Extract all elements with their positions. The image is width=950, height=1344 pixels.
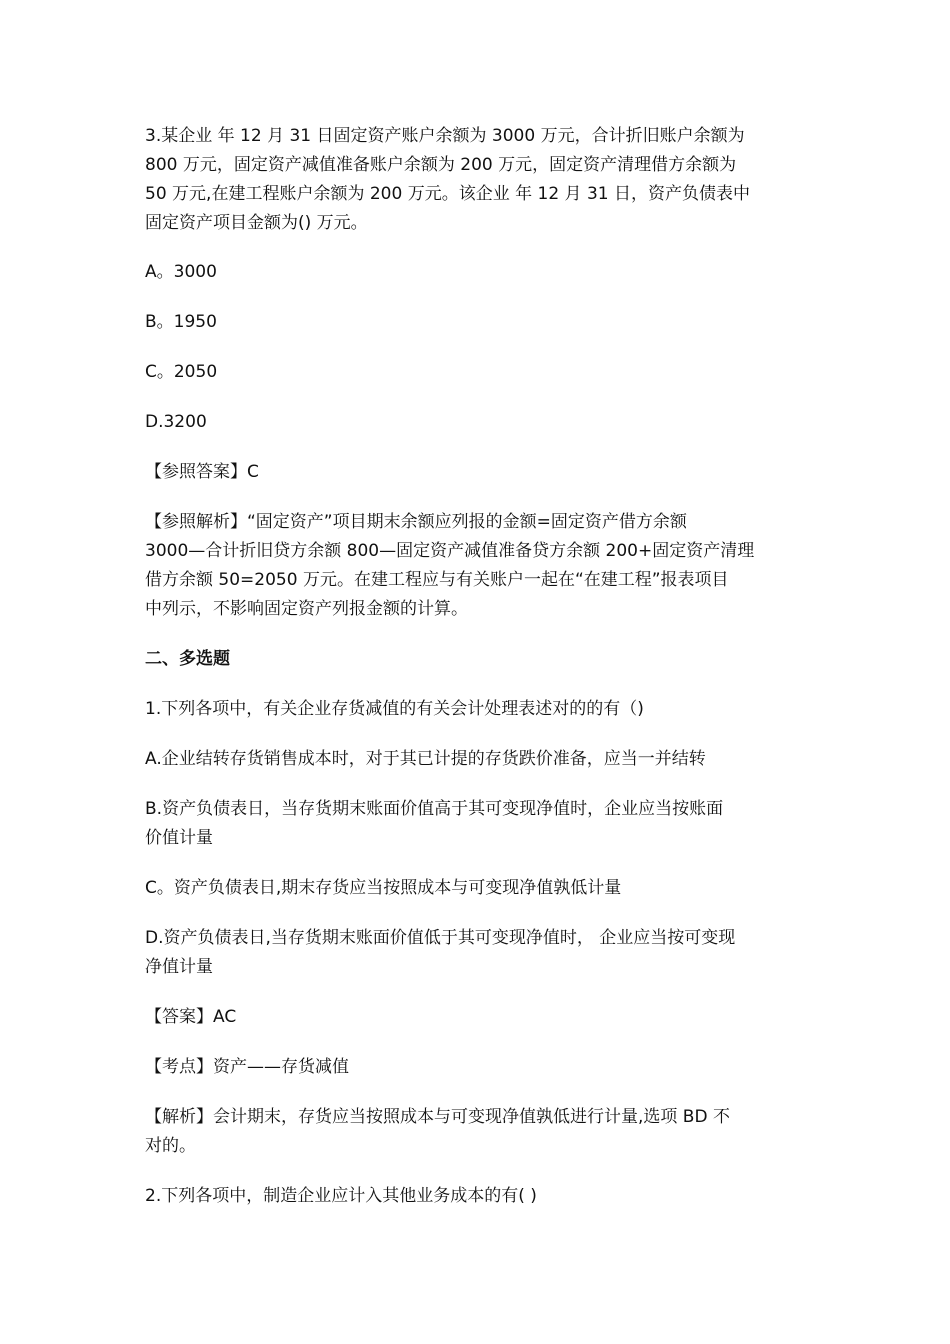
multi-question-2-stem: 2.下列各项中，制造企业应计入其他业务成本的有( ) bbox=[145, 1186, 537, 1206]
multi-question-1-option-d-line: 净值计量 bbox=[145, 957, 213, 977]
multi-question-1-stem: 1.下列各项中，有关企业存货减值的有关会计处理表述对的的有（) bbox=[145, 699, 644, 719]
multi-question-1-option-b bbox=[145, 795, 805, 853]
multi-question-1-analysis bbox=[145, 1103, 805, 1161]
question-3-analysis bbox=[145, 508, 805, 624]
question-3-answer: 【参照答案】C bbox=[145, 462, 259, 482]
multi-question-1-option-c: C。资产负债表日,期末存货应当按照成本与可变现净值孰低计量 bbox=[145, 878, 622, 898]
multi-question-1-option-d bbox=[145, 924, 805, 982]
multi-question-1-option-d-line: D.资产负债表日,当存货期末账面价值低于其可变现净值时， 企业应当按可变现 bbox=[145, 928, 736, 948]
question-3-stem-line: 3.某企业 年 12 月 31 日固定资产账户余额为 3000 万元，合计折旧账户余额为 bbox=[145, 126, 745, 146]
multi-question-1-analysis-line: 【解析】会计期末，存货应当按照成本与可变现净值孰低进行计量,选项 BD 不 bbox=[145, 1107, 730, 1127]
multi-question-1-option-b-line: B.资产负债表日，当存货期末账面价值高于其可变现净值时，企业应当按账面 bbox=[145, 799, 724, 819]
multi-question-1-point: 【考点】资产——存货减值 bbox=[145, 1057, 349, 1077]
question-3-stem bbox=[145, 122, 805, 238]
question-3-option-d: D.3200 bbox=[145, 412, 207, 432]
question-3-stem-line: 固定资产项目金额为() 万元。 bbox=[145, 213, 368, 233]
question-3-stem-line: 800 万元，固定资产减值准备账户余额为 200 万元，固定资产清理借方余额为 bbox=[145, 155, 737, 175]
multi-question-1-option-b-line: 价值计量 bbox=[145, 828, 213, 848]
multi-question-1-option-a: A.企业结转存货销售成本时，对于其已计提的存货跌价准备，应当一并结转 bbox=[145, 749, 706, 769]
multi-question-1-analysis-line: 对的。 bbox=[145, 1136, 196, 1156]
question-3-analysis-line: 3000—合计折旧贷方余额 800—固定资产减值准备贷方余额 200+固定资产清理 bbox=[145, 541, 755, 561]
question-3-option-a: A。3000 bbox=[145, 262, 217, 282]
question-3-option-c: C。2050 bbox=[145, 362, 218, 382]
question-3-analysis-line: 【参照解析】“固定资产”项目期末余额应列报的金额=固定资产借方余额 bbox=[145, 512, 687, 532]
question-3-option-b: B。1950 bbox=[145, 312, 217, 332]
section-title-multiple-choice: 二、多选题 bbox=[145, 649, 230, 669]
multi-question-1-answer: 【答案】AC bbox=[145, 1007, 237, 1027]
question-3-stem-line: 50 万元,在建工程账户余额为 200 万元。该企业 年 12 月 31 日，资产负债表中 bbox=[145, 184, 750, 204]
question-3-analysis-line: 借方余额 50=2050 万元。在建工程应与有关账户一起在“在建工程”报表项目 bbox=[145, 570, 729, 590]
question-3-analysis-line: 中列示，不影响固定资产列报金额的计算。 bbox=[145, 599, 468, 619]
